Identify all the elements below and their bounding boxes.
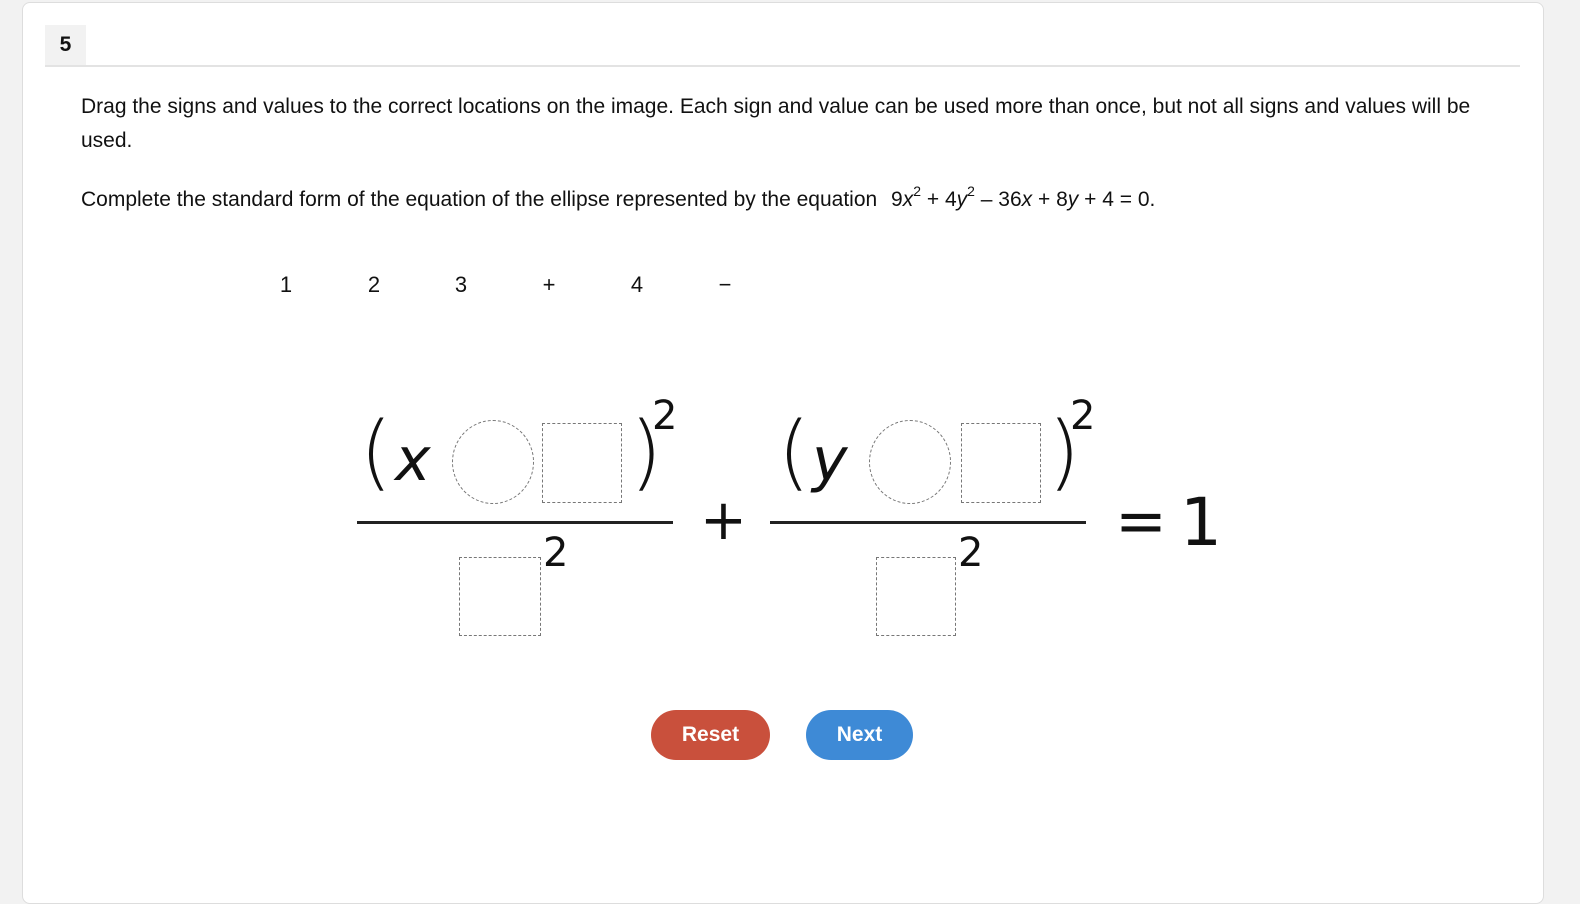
variable-y: y	[812, 425, 848, 495]
drop-slot-x-sign[interactable]	[452, 420, 534, 504]
drag-tile-1[interactable]: 1	[279, 272, 293, 297]
left-paren-x: (	[360, 405, 392, 500]
left-paren-y: (	[778, 405, 810, 500]
plus-sign: +	[700, 488, 747, 553]
denominator-exponent-y: 2	[958, 530, 984, 576]
question-number: 5	[45, 25, 86, 65]
prompt-line	[81, 178, 1481, 215]
exponent-y: 2	[1070, 393, 1096, 439]
fraction-bar-y	[770, 521, 1086, 524]
drag-tile-plus[interactable]: +	[542, 272, 556, 297]
prompt-text: Complete the standard form of the equation of the ellipse represented by the equation	[81, 188, 878, 211]
drag-tile-3[interactable]: 3	[454, 272, 468, 297]
drop-slot-h-value[interactable]	[542, 423, 622, 503]
drag-tile-4[interactable]: 4	[630, 272, 644, 297]
equals-sign: =	[1115, 484, 1167, 557]
drag-tile-2[interactable]: 2	[367, 272, 381, 297]
header-divider	[45, 65, 1520, 67]
given-equation: $9x^2 + 4y^2 - 36x + 8y + 4 = 0$.	[891, 183, 1156, 211]
next-button[interactable]: Next	[806, 710, 913, 760]
right-paren-x: )	[630, 405, 662, 500]
variable-x: x	[395, 425, 431, 495]
instructions: Drag the signs and values to the correct locations on the image. Each sign and value can be used more than once, but not all signs and values will be used.	[81, 95, 1471, 152]
drop-slot-a-value[interactable]	[459, 557, 541, 636]
reset-button[interactable]: Reset	[651, 710, 770, 760]
drop-slot-y-sign[interactable]	[869, 420, 951, 504]
denominator-exponent-x: 2	[543, 530, 569, 576]
fraction-bar-x	[357, 521, 673, 524]
drag-tile-minus[interactable]: −	[718, 272, 732, 297]
right-paren-y: )	[1048, 405, 1080, 500]
equals-one: 1	[1180, 484, 1222, 561]
exponent-x: 2	[652, 393, 678, 439]
drop-slot-k-value[interactable]	[961, 423, 1041, 503]
drop-slot-b-value[interactable]	[876, 557, 956, 636]
